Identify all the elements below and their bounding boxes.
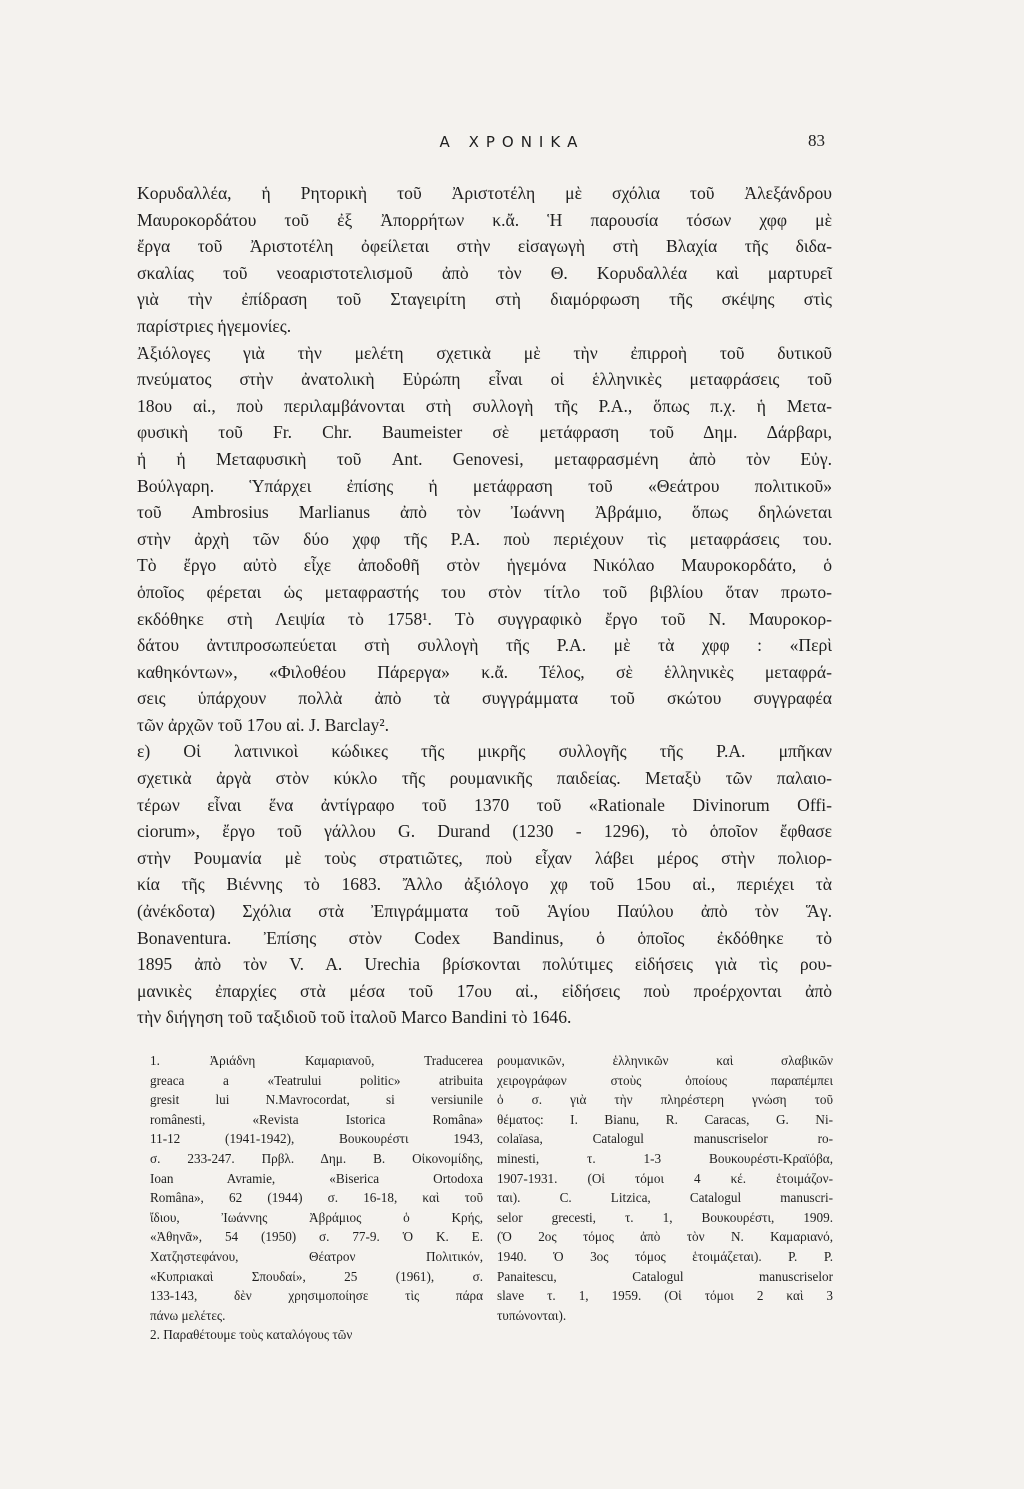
text-line-10: φυσικὴ τοῦ Fr. Chr. Baumeister σὲ μετάφραση τοῦ Δημ. Δάρβαρι,: [137, 422, 832, 443]
text-line-26: στὴν Ρουμανία μὲ τοὺς στρατιῶτες, ποὺ εἶχαν λάβει μέρος στὴν πολιορ-: [137, 847, 832, 868]
page-number: 83: [808, 131, 825, 150]
footnote-line-left-1: 1. Ἀριάδνη Καμαριανοῦ, Traducerea: [150, 1053, 483, 1068]
text-line-4: σκαλίας τοῦ νεοαριστοτελισμοῦ ἀπὸ τὸν Θ. Κορυδαλλέα καὶ μαρτυρεῖ: [137, 262, 832, 283]
text-line-6: παρίστριες ἡγεμονίες.: [137, 315, 292, 336]
text-line-18: δάτου ἀντιπροσωπεύεται στὴ συλλογὴ τῆς Ρ.Α. μὲ τὰ χφφ : «Περὶ: [137, 635, 832, 656]
footnote-line-right-1: ρουμανικῶν, ἑλληνικῶν καὶ σλαβικῶν: [497, 1053, 833, 1068]
main-text: [137, 180, 832, 1031]
text-line-14: στὴν ἀρχὴ τῶν δύο χφφ τῆς Ρ.Α. ποὺ περιέχουν τὶς μεταφράσεις του.: [137, 528, 832, 549]
text-line-31: μανικὲς ἐπαρχίες στὰ μέσα τοῦ 17ου αἰ., εἰδήσεις ποὺ προέρχονται ἀπὸ: [137, 980, 832, 1001]
footnote-line-right-9: selor grecesti, τ. 1, Βουκουρέστι, 1909.: [497, 1209, 833, 1225]
footnote-line-left-11: Χατζηστεφάνου, Θέατρον Πολιτικόν,: [150, 1248, 483, 1264]
footnote-line-left-4: românesti, «Revista Istorica Româna»: [150, 1111, 483, 1127]
text-line-11: ἡ ἡ Μεταφυσικὴ τοῦ Ant. Genovesi, μεταφρασμένη ἀπὸ τὸν Εὐγ.: [137, 448, 832, 469]
text-line-20: σεις ὑπάρχουν πολλὰ ἀπὸ τὰ συγγράμματα τοῦ σκώτου συγγραφέα: [137, 688, 832, 709]
footnote-line-left-3: gresit lui N.Mavrocordat, si versiunile: [150, 1092, 483, 1108]
text-line-15: Τὸ ἔργο αὐτὸ εἶχε ἀποδοθῆ στὸν ἡγεμόνα Νικόλαο Μαυροκορδάτο, ὁ: [137, 555, 832, 576]
footnote-line-left-10: «Ἀθηνᾶ», 54 (1950) σ. 77-9. Ὁ Κ. Ε.: [150, 1229, 483, 1245]
text-line-21: τῶν ἀρχῶν τοῦ 17ου αἰ. J. Barclay².: [137, 714, 389, 735]
footnote-line-left-2: greaca a «Teatrului politic» atribuita: [150, 1072, 483, 1088]
text-line-8: πνεύματος στὴν ἀνατολικὴ Εὐρώπη εἶναι οἱ ἑλληνικὲς μεταφράσεις τοῦ: [137, 369, 832, 390]
text-line-1: Κορυδαλλέα, ἡ Ρητορικὴ τοῦ Ἀριστοτέλη μὲ σχόλια τοῦ Ἀλεξάνδρου: [137, 183, 832, 203]
text-line-23: σχετικὰ ἀργὰ στὸν κύκλο τῆς ρουμανικῆς παιδείας. Μεταξὺ τῶν παλαιο-: [137, 768, 832, 789]
footnote-line-right-4: θέματος: I. Bianu, R. Caracas, G. Ni-: [497, 1111, 833, 1127]
text-line-13: τοῦ Ambrosius Marlianus ἀπὸ τὸν Ἰωάννη Ἀβράμιο, ὅπως δηλώνεται: [137, 502, 832, 523]
footnote-line-left-14: πάνω μελέτες.: [150, 1307, 226, 1323]
footnote-line-right-12: Panaitescu, Catalogul manuscriselor: [497, 1268, 833, 1284]
footnote-line-left-5: 11-12 (1941-1942), Βουκουρέστι 1943,: [150, 1131, 483, 1147]
text-line-9: 18ου αἰ., ποὺ περιλαμβάνονται στὴ συλλογὴ τῆς Ρ.Α., ὅπως π.χ. ἡ Μετα-: [137, 395, 832, 416]
footnote-line-left-15: 2. Παραθέτουμε τοὺς καταλόγους τῶν: [150, 1327, 353, 1343]
text-line-12: Βούλγαρη. Ὑπάρχει ἐπίσης ἡ μετάφραση τοῦ «Θεάτρου πολιτικοῦ»: [137, 475, 832, 496]
footnote-line-right-5: colaïasa, Catalogul manuscriselor ro-: [497, 1131, 833, 1147]
text-line-16: ὁποῖος φέρεται ὡς μεταφραστής του στὸν τίτλο τοῦ βιβλίου ὅταν πρωτο-: [137, 581, 832, 602]
footnote-line-right-2: χειρογράφων στοὺς ὁποίους παραπέμπει: [497, 1072, 833, 1088]
footnote-line-left-7: Ioan Avramie, «Biserica Ortodoxa: [150, 1170, 483, 1186]
footnotes-right-column: [497, 1051, 833, 1325]
text-line-32: τὴν διήγηση τοῦ ταξιδιοῦ τοῦ ἰταλοῦ Marco Bandini τὸ 1646.: [137, 1007, 572, 1028]
footnote-line-right-3: ὁ σ. γιὰ τὴν πληρέστερη γνώση τοῦ: [497, 1092, 833, 1108]
text-line-3: ἔργα τοῦ Ἀριστοτέλη ὀφείλεται στὴν εἰσαγωγὴ στὴ Βλαχία τῆς διδα-: [137, 236, 832, 257]
footnote-line-right-10: (Ὁ 2ος τόμος ἀπὸ τὸν Ν. Καμαριανό,: [497, 1229, 833, 1245]
text-line-19: καθηκόντων», «Φιλοθέου Πάρεργα» κ.ἄ. Τέλος, σὲ ἑλληνικὲς μεταφρά-: [137, 661, 832, 682]
footnote-line-right-7: 1907-1931. (Οἱ τόμοι 4 κέ. ἑτοιμάζον-: [497, 1170, 833, 1186]
footnote-line-right-14: τυπώνονται).: [497, 1307, 567, 1323]
text-line-7: Ἀξιόλογες γιὰ τὴν μελέτη σχετικὰ μὲ τὴν ἐπιρροὴ τοῦ δυτικοῦ: [137, 342, 832, 363]
footnote-line-right-8: ται). C. Litzica, Catalogul manuscri-: [497, 1190, 833, 1206]
text-line-22: ε) Οἱ λατινικοὶ κώδικες τῆς μικρῆς συλλογῆς τῆς Ρ.Α. μπῆκαν: [137, 741, 832, 762]
footnote-line-left-12: «Κυπριακαὶ Σπουδαί», 25 (1961), σ.: [150, 1268, 483, 1284]
text-line-27: κία τῆς Βιέννης τὸ 1683. Ἄλλο ἀξιόλογο χφ τοῦ 15ου αἰ., περιέχει τὰ: [137, 874, 832, 895]
text-line-2: Μαυροκορδάτου τοῦ ἐξ Ἀπορρήτων κ.ἄ. Ἡ παρουσία τόσων χφφ μὲ: [137, 209, 832, 230]
running-head: Α ΧΡΟΝΙΚΑ: [439, 133, 585, 151]
footnotes-left-column: [150, 1051, 483, 1345]
footnote-line-left-8: Româna», 62 (1944) σ. 16-18, καὶ τοῦ: [150, 1190, 483, 1206]
text-line-28: (ἀνέκδοτα) Σχόλια στὰ Ἐπιγράμματα τοῦ Ἁγίου Παύλου ἀπὸ τὸν Ἅγ.: [137, 901, 832, 922]
footnote-line-right-11: 1940. Ὁ 3ος τόμος ἑτοιμάζεται). P. P.: [497, 1248, 833, 1264]
footnote-line-right-13: slave τ. 1, 1959. (Οἱ τόμοι 2 καὶ 3: [497, 1288, 833, 1304]
footnote-line-left-13: 133-143, δὲν χρησιμοποίησε τὶς πάρα: [150, 1288, 483, 1304]
text-line-25: ciorum», ἔργο τοῦ γάλλου G. Durand (1230 - 1296), τὸ ὁποῖον ἔφθασε: [137, 821, 832, 842]
text-line-24: τέρων εἶναι ἕνα ἀντίγραφο τοῦ 1370 τοῦ «Rationale Divinorum Offi-: [137, 794, 832, 815]
footnote-line-right-6: minesti, τ. 1-3 Βουκουρέστι-Κραϊόβα,: [497, 1150, 833, 1166]
footnote-line-left-6: σ. 233-247. Πρβλ. Δημ. Β. Οἰκονομίδης,: [150, 1150, 483, 1166]
text-line-29: Bonaventura. Ἐπίσης στὸν Codex Bandinus, ὁ ὁποῖος ἐκδόθηκε τὸ: [137, 927, 832, 948]
text-line-5: γιὰ τὴν ἐπίδραση τοῦ Σταγειρίτη στὴ διαμόρφωση τῆς σκέψης στὶς: [137, 289, 832, 310]
text-line-17: εκδόθηκε στὴ Λειψία τὸ 1758¹. Τὸ συγγραφικὸ ἔργο τοῦ Ν. Μαυροκορ-: [137, 608, 832, 629]
footnote-line-left-9: ἴδιου, Ἰωάννης Ἀβράμιος ὁ Κρής,: [150, 1209, 483, 1225]
text-line-30: 1895 ἀπὸ τὸν V. A. Urechia βρίσκονται πολύτιμες εἰδήσεις γιὰ τὶς ρου-: [137, 954, 832, 975]
